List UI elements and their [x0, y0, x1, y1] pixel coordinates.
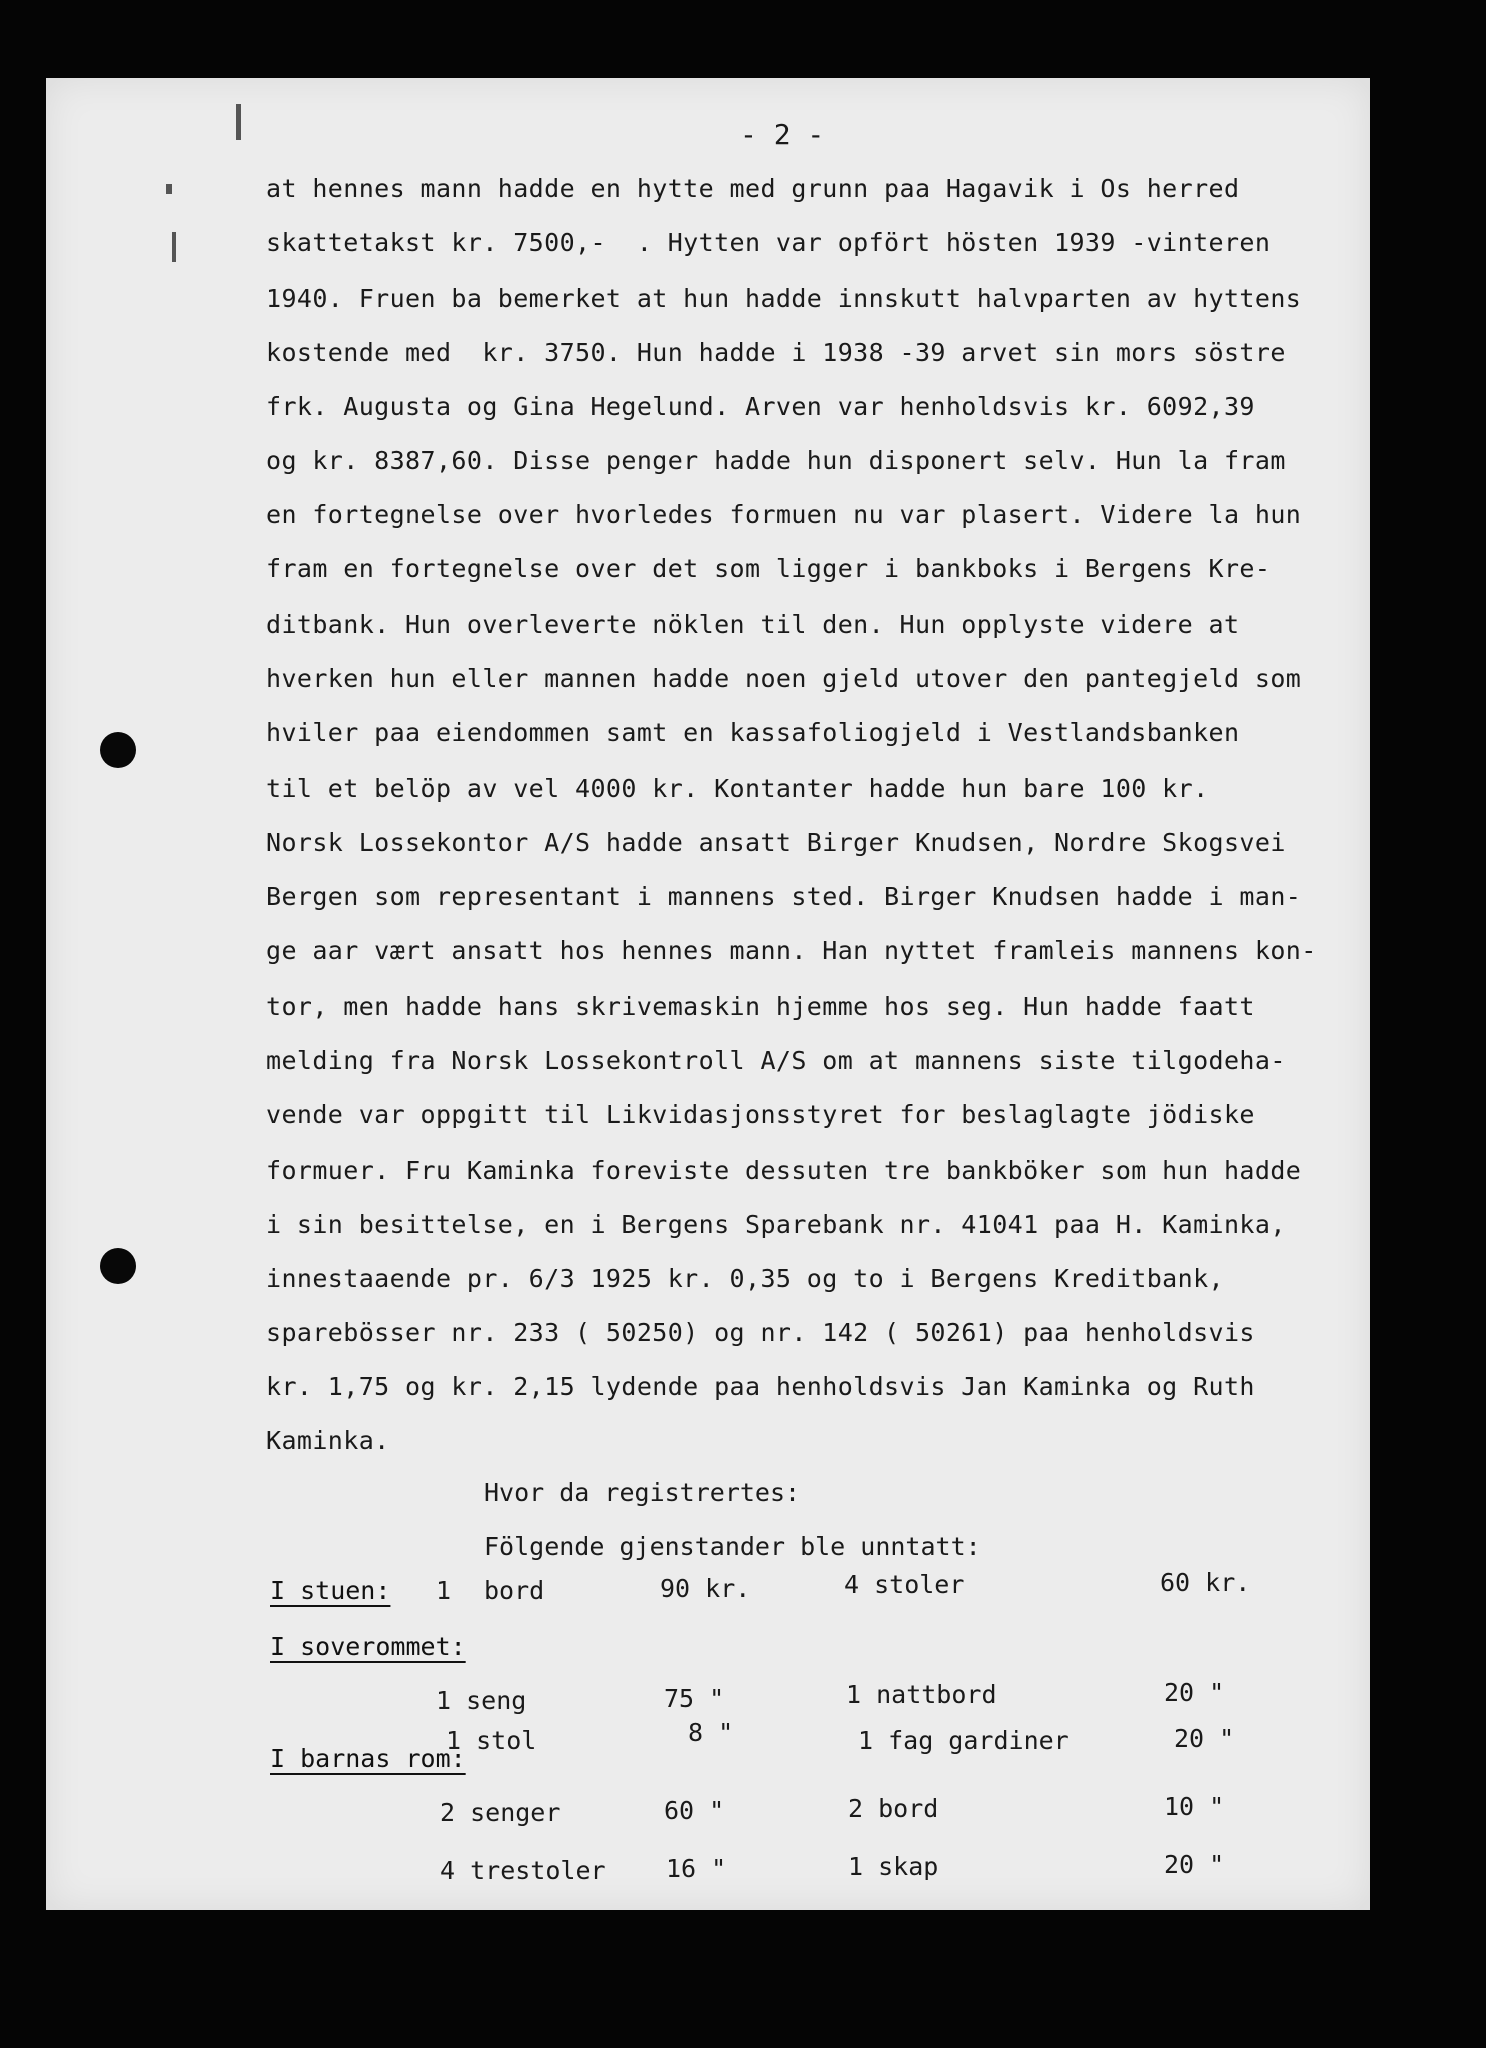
text-line: innestaaende pr. 6/3 1925 kr. 0,35 og to i Bergens Kreditbank,: [266, 1264, 1224, 1293]
text-line: og kr. 8387,60. Disse penger hadde hun disponert selv. Hun la fram: [266, 446, 1286, 475]
pen-mark: [172, 232, 176, 262]
item-price: 60 kr.: [1160, 1568, 1251, 1597]
text-line: kr. 1,75 og kr. 2,15 lydende paa henholdsvis Jan Kaminka og Ruth: [266, 1372, 1255, 1401]
text-line: sparebösser nr. 233 ( 50250) og nr. 142 ( 50261) paa henholdsvis: [266, 1318, 1255, 1347]
pen-mark: [166, 184, 172, 194]
item-name: 2 senger: [440, 1798, 561, 1827]
page-number: - 2 -: [740, 118, 825, 151]
pen-mark: [236, 104, 241, 140]
text-line: tor, men hadde hans skrivemaskin hjemme hos seg. Hun hadde faatt: [266, 992, 1255, 1021]
text-line: hviler paa eiendommen samt en kassafoliogjeld i Vestlandsbanken: [266, 718, 1240, 747]
item-price: 8 ": [688, 1718, 734, 1747]
item-price: 60 ": [664, 1796, 725, 1825]
item-price: 20 ": [1164, 1850, 1225, 1879]
item-name: 1 seng: [436, 1686, 527, 1715]
text-line: vende var oppgitt til Likvidasjonsstyret for beslaglagte jödiske: [266, 1100, 1255, 1129]
room-heading: I stuen:: [270, 1576, 391, 1605]
item-price: 90 kr.: [660, 1574, 751, 1603]
text-line: fram en fortegnelse over det som ligger i bankboks i Bergens Kre-: [266, 554, 1271, 583]
punch-hole-top: [100, 732, 136, 768]
item-price: 20 ": [1164, 1678, 1225, 1707]
item-name: 1 fag gardiner: [858, 1726, 1069, 1755]
item-name: 4 trestoler: [440, 1856, 606, 1885]
text-line: formuer. Fru Kaminka foreviste dessuten tre bankböker som hun hadde: [266, 1156, 1302, 1185]
text-line: til et belöp av vel 4000 kr. Kontanter hadde hun bare 100 kr.: [266, 774, 1209, 803]
item-name: 2 bord: [848, 1794, 939, 1823]
text-line: Bergen som representant i mannens sted. Birger Knudsen hadde i man-: [266, 882, 1302, 911]
text-line: i sin besittelse, en i Bergens Sparebank nr. 41041 paa H. Kaminka,: [266, 1210, 1286, 1239]
text-line: ge aar vært ansatt hos hennes mann. Han nyttet framleis mannens kon-: [266, 936, 1317, 965]
text-line: skattetakst kr. 7500,- . Hytten var opfört hösten 1939 -vinteren: [266, 228, 1271, 257]
text-line: en fortegnelse over hvorledes formuen nu var plasert. Videre la hun: [266, 500, 1302, 529]
text-line: melding fra Norsk Lossekontroll A/S om at mannens siste tilgodeha-: [266, 1046, 1286, 1075]
item-price: 20 ": [1174, 1724, 1235, 1753]
item-qty: 1: [436, 1576, 452, 1605]
item-name: 1 stol: [446, 1726, 537, 1755]
registration-intro: Hvor da registrertes:: [484, 1478, 801, 1507]
text-line: kostende med kr. 3750. Hun hadde i 1938 -39 arvet sin mors söstre: [266, 338, 1286, 367]
room-heading: I barnas rom:: [270, 1744, 466, 1773]
item-price: 75 ": [664, 1684, 725, 1713]
item-name: 1 nattbord: [846, 1680, 997, 1709]
item-name: 4 stoler: [844, 1570, 965, 1599]
text-line: 1940. Fruen ba bemerket at hun hadde innskutt halvparten av hyttens: [266, 284, 1302, 313]
item-price: 16 ": [666, 1854, 727, 1883]
item-name: 1 skap: [848, 1852, 939, 1881]
text-line: hverken hun eller mannen hadde noen gjeld utover den pantegjeld som: [266, 664, 1302, 693]
text-line: frk. Augusta og Gina Hegelund. Arven var henholdsvis kr. 6092,39: [266, 392, 1255, 421]
text-line: Kaminka.: [266, 1426, 390, 1455]
excepted-items-intro: Fölgende gjenstander ble unntatt:: [484, 1532, 981, 1561]
text-line: ditbank. Hun overleverte nöklen til den. Hun opplyste videre at: [266, 610, 1240, 639]
text-line: at hennes mann hadde en hytte med grunn paa Hagavik i Os herred: [266, 174, 1240, 203]
item-name: bord: [484, 1576, 545, 1605]
item-price: 10 ": [1164, 1792, 1225, 1821]
text-line: Norsk Lossekontor A/S hadde ansatt Birger Knudsen, Nordre Skogsvei: [266, 828, 1286, 857]
punch-hole-bottom: [100, 1248, 136, 1284]
room-heading: I soverommet:: [270, 1632, 466, 1661]
